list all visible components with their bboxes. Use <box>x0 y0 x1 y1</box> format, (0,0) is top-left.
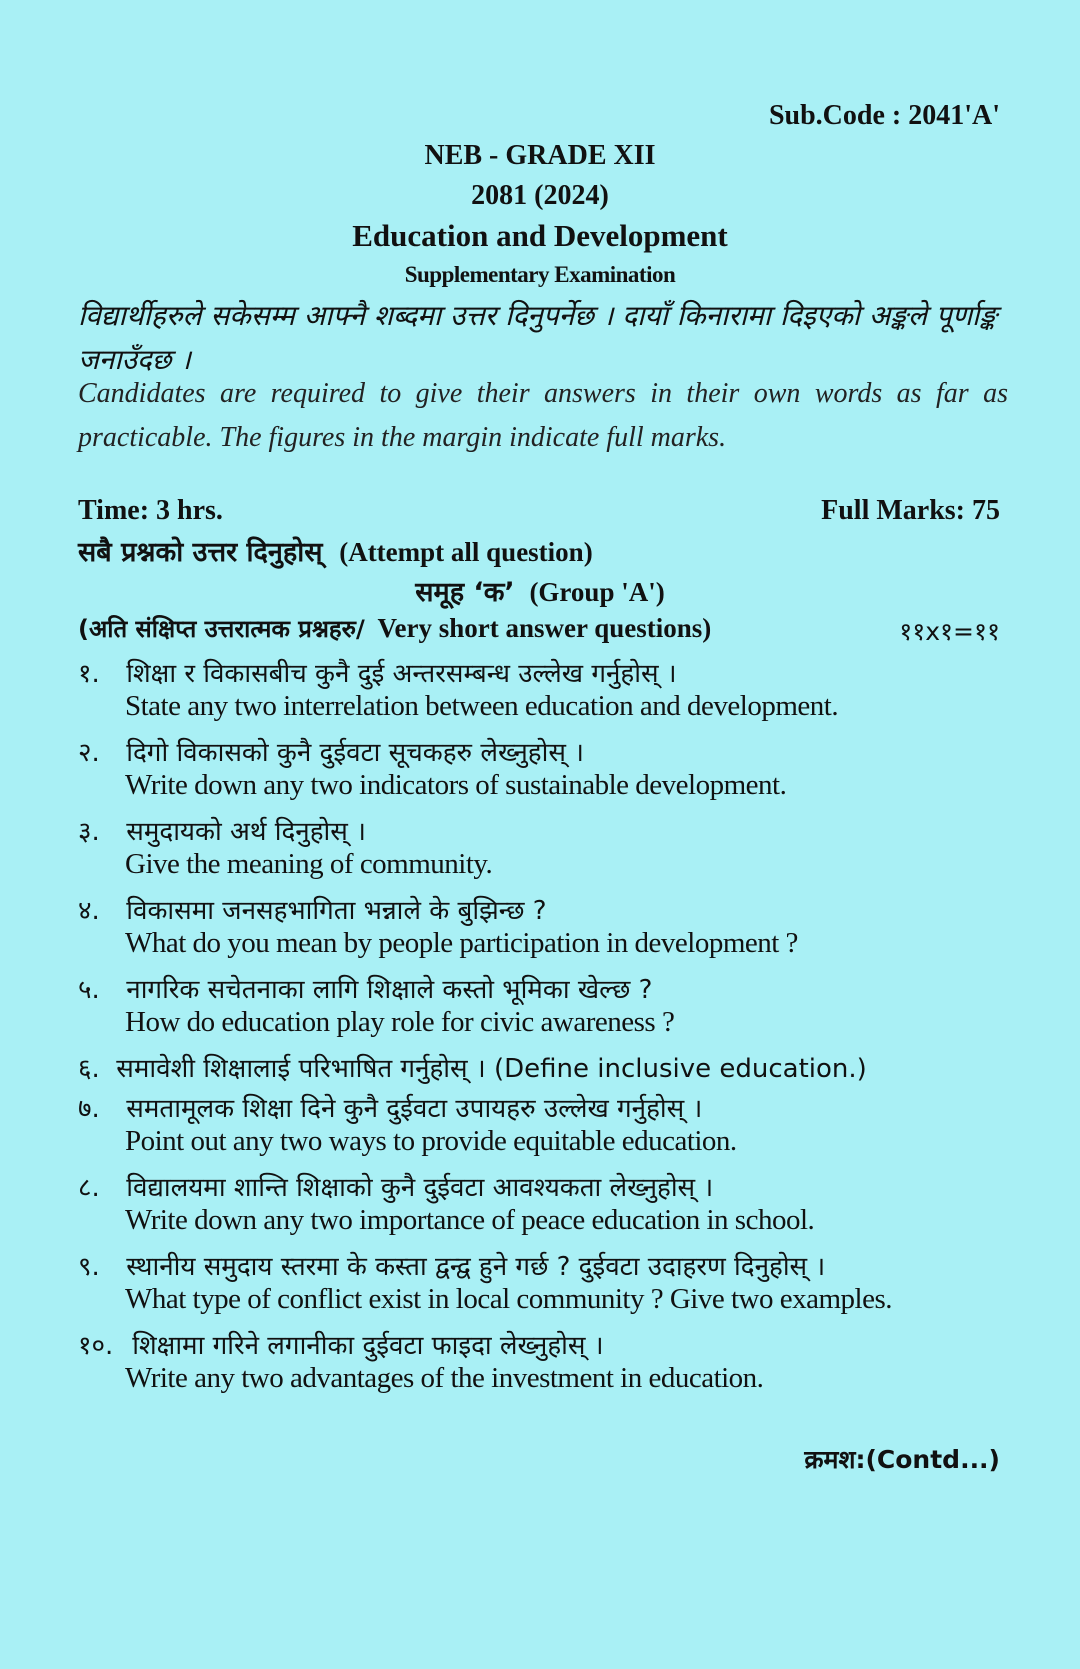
exam-year: 2081 (2024) <box>471 180 609 211</box>
question-number: ४. <box>78 896 100 926</box>
question-number: ५. <box>78 975 100 1005</box>
question-10-nepali <box>78 1326 604 1362</box>
question-5-nepali <box>78 970 652 1006</box>
question-text-nepali: शिक्षा र विकासबीच कुनै दुई अन्तरसम्बन्ध उल्लेख गर्नुहोस् । <box>126 659 677 689</box>
group-nepali: समूह ‘क’ <box>415 577 515 608</box>
group-english: (Group 'A') <box>529 577 665 607</box>
question-3-nepali <box>78 812 366 848</box>
question-1-english: State any two interrelation between education and development. <box>125 690 839 722</box>
question-text-nepali: शिक्षामा गरिने लगानीका दुईवटा फाइदा लेख्नुहोस् । <box>132 1331 604 1361</box>
question-2-nepali <box>78 733 584 769</box>
attempt-instruction <box>78 532 593 569</box>
question-number: १. <box>78 659 100 689</box>
full-marks: Full Marks: 75 <box>821 495 1000 526</box>
question-10-english: Write any two advantages of the investment in education. <box>125 1362 764 1394</box>
question-7-nepali <box>78 1089 702 1125</box>
board-title: NEB - GRADE XII <box>424 140 656 171</box>
question-text-nepali: समुदायको अर्थ दिनुहोस् । <box>126 817 366 847</box>
question-4-english: What do you mean by people participation in development ? <box>125 927 798 959</box>
question-text-nepali: विद्यालयमा शान्ति शिक्षाको कुनै दुईवटा आवश्यकता लेख्नुहोस् । <box>126 1173 714 1203</box>
attempt-nepali: सबै प्रश्नको उत्तर दिनुहोस् <box>78 537 323 568</box>
section-nepali: (अति संक्षिप्त उत्तरात्मक प्रश्नहरु/ <box>78 615 365 643</box>
question-8-nepali <box>78 1168 713 1204</box>
question-number: ७. <box>78 1094 100 1124</box>
question-1-nepali <box>78 654 677 690</box>
section-english: Very short answer questions) <box>377 613 712 643</box>
question-text-nepali: विकासमा जनसहभागिता भन्नाले के बुझिन्छ ? <box>126 896 547 926</box>
section-heading <box>78 612 711 645</box>
question-7-english: Point out any two ways to provide equitable education. <box>125 1125 737 1157</box>
sub-code: Sub.Code : 2041'A' <box>768 100 1000 131</box>
question-number: ६. <box>78 1054 100 1084</box>
question-text-nepali: समतामूलक शिक्षा दिने कुनै दुईवटा उपायहरु उल्लेख गर्नुहोस् । <box>126 1094 703 1124</box>
attempt-english: (Attempt all question) <box>339 537 593 567</box>
question-text-nepali: दिगो विकासको कुनै दुईवटा सूचकहरु लेख्नुहोस् । <box>126 738 585 768</box>
question-2-english: Write down any two indicators of sustainable development. <box>125 769 787 801</box>
question-number: ३. <box>78 817 100 847</box>
question-text-nepali: नागरिक सचेतनाका लागि शिक्षाले कस्तो भूमिका खेल्छ ? <box>126 975 653 1005</box>
group-heading <box>0 572 1080 609</box>
question-8-english: Write down any two importance of peace education in school. <box>125 1204 815 1236</box>
question-9-nepali <box>78 1247 825 1283</box>
continued-label: क्रमश:(Contd...) <box>804 1445 1000 1474</box>
question-number: ९. <box>78 1252 100 1282</box>
question-5-english: How do education play role for civic awareness ? <box>125 1006 675 1038</box>
instructions-nepali: विद्यार्थीहरुले सकेसम्म आफ्नै शब्दमा उत्तर दिनुपर्नेछ । दायाँ किनारामा दिइएको अङ्कले पूर्णाङ्क जनाउँदछ । <box>78 299 998 376</box>
question-6-nepali <box>78 1049 867 1085</box>
question-4-nepali <box>78 891 547 927</box>
time-label: Time: 3 hrs. <box>78 495 223 526</box>
question-text-nepali: समावेशी शिक्षालाई परिभाषित गर्नुहोस् । (Define inclusive education.) <box>116 1054 867 1084</box>
question-number: २. <box>78 738 100 768</box>
question-9-english: What type of conflict exist in local community ? Give two examples. <box>125 1283 893 1315</box>
instructions-english: Candidates are required to give their answers in their own words as far as practicable. The figures in the margin indicate full marks. <box>78 378 1008 453</box>
question-text-nepali: स्थानीय समुदाय स्तरमा के कस्ता द्वन्द्व हुने गर्छ ? दुईवटा उदाहरण दिनुहोस् । <box>126 1252 826 1282</box>
question-number: ८. <box>78 1173 100 1203</box>
exam-type: Supplementary Examination <box>404 262 676 287</box>
question-number: १०. <box>78 1331 114 1361</box>
section-marks: ११x१=११ <box>899 617 1000 646</box>
question-3-english: Give the meaning of community. <box>125 848 493 880</box>
subject-title: Education and Development <box>352 218 728 253</box>
